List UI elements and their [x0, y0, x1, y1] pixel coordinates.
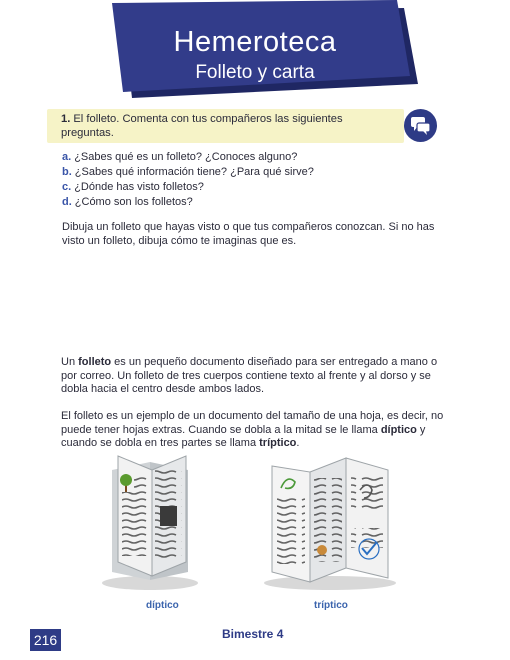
- page-number: 216: [30, 629, 61, 651]
- question-item: d. ¿Cómo son los folletos?: [62, 196, 193, 208]
- figure-caption: díptico: [146, 600, 179, 611]
- drawing-instructions: Dibuja un folleto que hayas visto o que tus compañeros conozcan. Si no has visto un folleto, dibuja cómo te imaginas que es.: [62, 221, 435, 247]
- page-subtitle: Folleto y carta: [195, 62, 315, 83]
- question-item: c. ¿Dónde has visto folletos?: [62, 181, 204, 193]
- page-title: Hemeroteca: [173, 26, 337, 58]
- activity-instruction: El folleto. Comenta con tus compañeros las siguientes preguntas.: [61, 113, 343, 139]
- diptych-brochure-icon: [102, 456, 198, 590]
- footer-label: Bimestre 4: [222, 627, 284, 641]
- activity-number: 1.: [61, 113, 71, 125]
- triptych-brochure-icon: [264, 458, 396, 590]
- definition-paragraph: Un folleto es un pequeño documento diseñado para ser entregado a mano o por correo. Un folleto de tres cuerpos contiene texto al frente y al dorso y se dobla hacia el centro desde ambos lados.: [61, 356, 438, 395]
- example-paragraph: El folleto es un ejemplo de un documento del tamaño de una hoja, es decir, no puede tener hojas extras. Cuando se dobla a la mitad se le llama díptico y cuando se dobla en tres partes se llama tríptico.: [61, 410, 444, 449]
- figure-caption: tríptico: [314, 600, 348, 611]
- question-item: a. ¿Sabes qué es un folleto? ¿Conoces alguno?: [62, 151, 298, 163]
- question-item: b. ¿Sabes qué información tiene? ¿Para qué sirve?: [62, 166, 314, 178]
